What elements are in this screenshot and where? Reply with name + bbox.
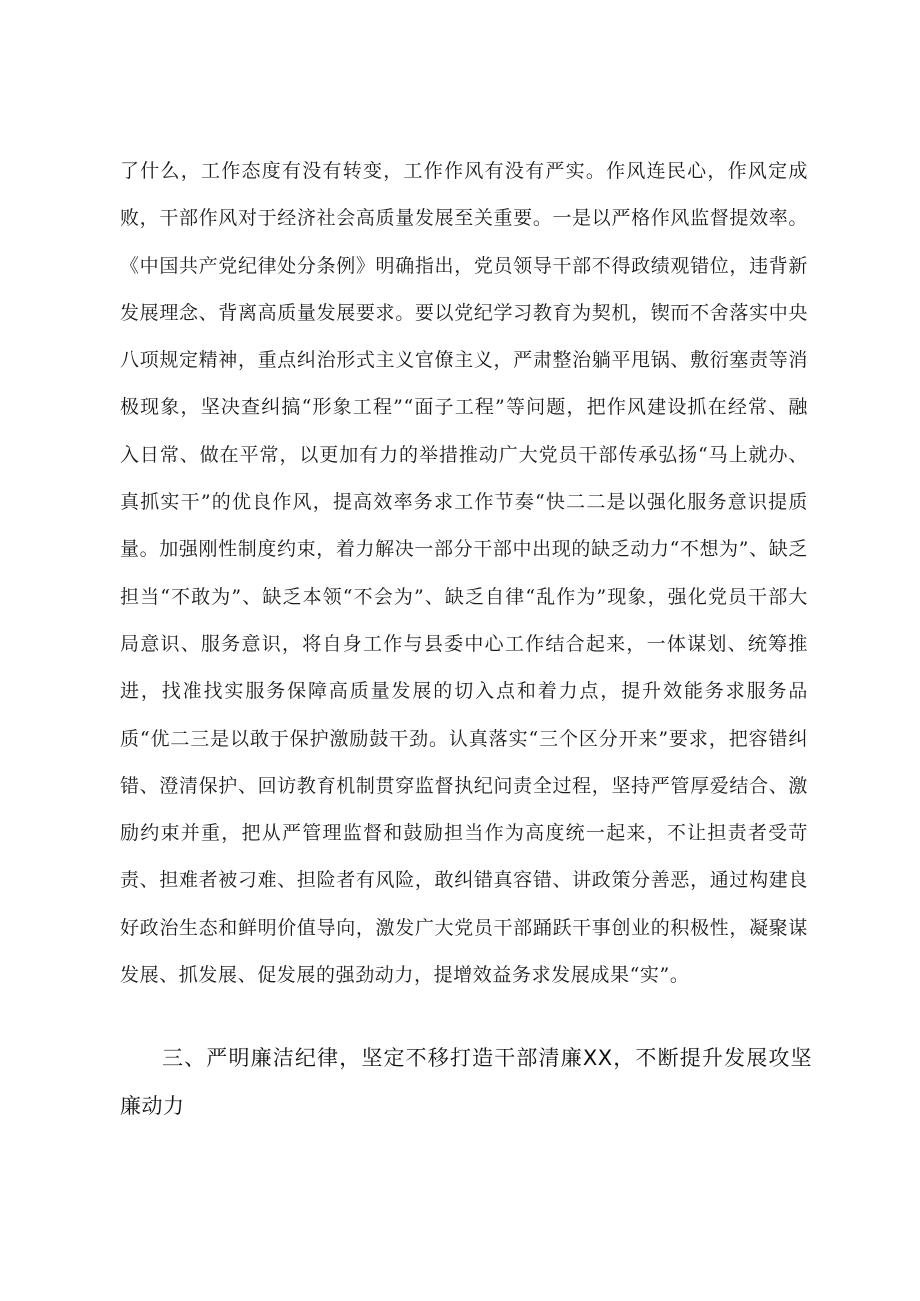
section-heading: 三、严明廉洁纪律，坚定不移打造干部清廉XX，不断提升发展攻坚廉动力 [120,1046,812,1118]
body-paragraph: 了什么，工作态度有没有转变，工作作风有没有严实。作风连民心，作风定成败，干部作风对于经济社会高质量发展至关重要。一是以严格作风监督提效率。《中国共产党纪律处分条例》明确指出，党员领导干部不得政绩观错位，违背新发展理念、背离高质量发展要求。要以党纪学习教育为契机，锲而不舍落实中央八项规定精神，重点纠治形式主义官僚主义，严肃整治躺平甩锅、敷衍塞责等消极现象，坚决查纠搞“形象工程”“面子工程”等问题，把作风建设抓在经常、融入日常、做在平常，以更加有力的举措推动广大党员干部传承弘扬“马上就办、真抓实干”的优良作风，提高效率务求工作节奏“快二二是以强化服务意识提质量。加强刚性制度约束，着力解决一部分干部中出现的缺乏动力“不想为”、缺乏担当“不敢为”、缺乏本领“不会为”、缺乏自律“乱作为”现象，强化党员干部大局意识、服务意识，将自身工作与县委中心工作结合起来，一体谋划、统筹推进，找准找实服务保障高质量发展的切入点和着力点，提升效能务求服务品质“优二三是以敢于保护激励鼓干劲。认真落实“三个区分开来”要求，把容错纠错、澄清保护、回访教育机制贯穿监督执纪问责全过程，坚持严管厚爱结合、激励约束并重，把从严管理监督和鼓励担当作为高度统一起来，不让担责者受苛责、担难者被刁难、担险者有风险，敢纠错真容错、讲政策分善恶，通过构建良好政治生态和鲜明价值导向，激发广大党员干部踊跃干事创业的积极性，凝聚谋发展、抓发展、促发展的强劲动力，提增效益务求发展成果“实”。 [120,160,808,987]
